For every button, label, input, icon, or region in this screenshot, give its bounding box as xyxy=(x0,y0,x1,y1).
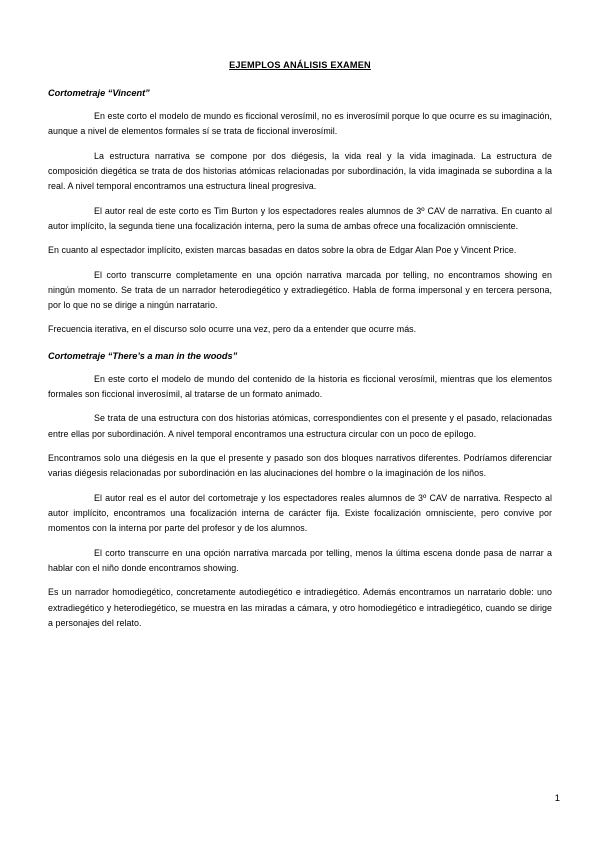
paragraph: El corto transcurre completamente en una opción narrativa marcada por telling, no encontramos showing en ningún momento. Se trata de un narrador heterodiegético y extradiegético. Habla de forma impersonal y en tercera persona, por lo que no se dirige a ningún narratario. xyxy=(48,269,552,311)
page-number: 1 xyxy=(554,793,560,804)
section-vincent xyxy=(48,88,552,338)
paragraph: Encontramos solo una diégesis en la que el presente y pasado son dos bloques narrativos diferentes. Podríamos diferenciar varias diégesis relacionadas por subordinación en las alucinaciones del hombre o la imaginación de los niños. xyxy=(48,453,552,479)
section-theres-a-man-in-the-woods xyxy=(48,351,552,631)
paragraph: En cuanto al espectador implícito, existen marcas basadas en datos sobre la obra de Edgar Alan Poe y Vincent Price. xyxy=(48,245,517,256)
paragraph: El autor real de este corto es Tim Burton y los espectadores reales alumnos de 3º CAV de narrativa. En cuanto al autor implícito, la segunda tiene una focalización interna, pero la suma de ambas ofrece una focalización omnisciente. xyxy=(48,205,552,231)
paragraph: El autor real es el autor del cortometraje y los espectadores reales alumnos de 3º CAV de narrativa. Respecto al autor implícito, encontramos una focalización interna de carácter fija. Existe focalización omnisciente, pero convive por momentos con la interna por parte del profesor y de los alumnos. xyxy=(48,492,552,534)
paragraph: El corto transcurre en una opción narrativa marcada por telling, menos la última escena donde pasa de narrar a hablar con el niño donde encontramos showing. xyxy=(48,547,552,573)
paragraph: Se trata de una estructura con dos historias atómicas, correspondientes con el presente y el pasado, relacionadas entre ellas por subordinación. A nivel temporal encontramos una estructura circular con un poco de epílogo. xyxy=(48,413,552,439)
section-heading: Cortometraje “There’s a man in the woods” xyxy=(48,350,238,361)
page-title: EJEMPLOS ANÁLISIS EXAMEN xyxy=(229,60,371,70)
paragraph: En este corto el modelo de mundo es ficcional verosímil, no es inverosímil porque lo que ocurre es su imaginación, aunque a nivel de elementos formales sí se trata de ficcional inverosímil. xyxy=(48,111,552,137)
section-heading: Cortometraje “Vincent” xyxy=(48,88,150,98)
paragraph: Es un narrador homodiegético, concretamente autodiegético e intradiegético. Además encontramos un narratario doble: uno extradiegético y heterodiegético, se muestra en las miradas a cámara, y otro homodiegético e intradiegético, cuando se dirige a personajes del relato. xyxy=(48,587,552,628)
paragraph: En este corto el modelo de mundo del contenido de la historia es ficcional verosímil, mientras que los elementos formales son ficcional inverosímil, al tratarse de un formato animado. xyxy=(48,373,552,400)
paragraph: Frecuencia iterativa, en el discurso solo ocurre una vez, pero da a entender que ocurre más. xyxy=(48,324,417,335)
paragraph: La estructura narrativa se compone por dos diégesis, la vida real y la vida imaginada. La estructura de composición diegética se trata de dos historias atómicas relacionadas por subordinación, la vida imaginada se subordina a la real. A nivel temporal encontramos una estructura lineal progresiva. xyxy=(48,150,552,192)
